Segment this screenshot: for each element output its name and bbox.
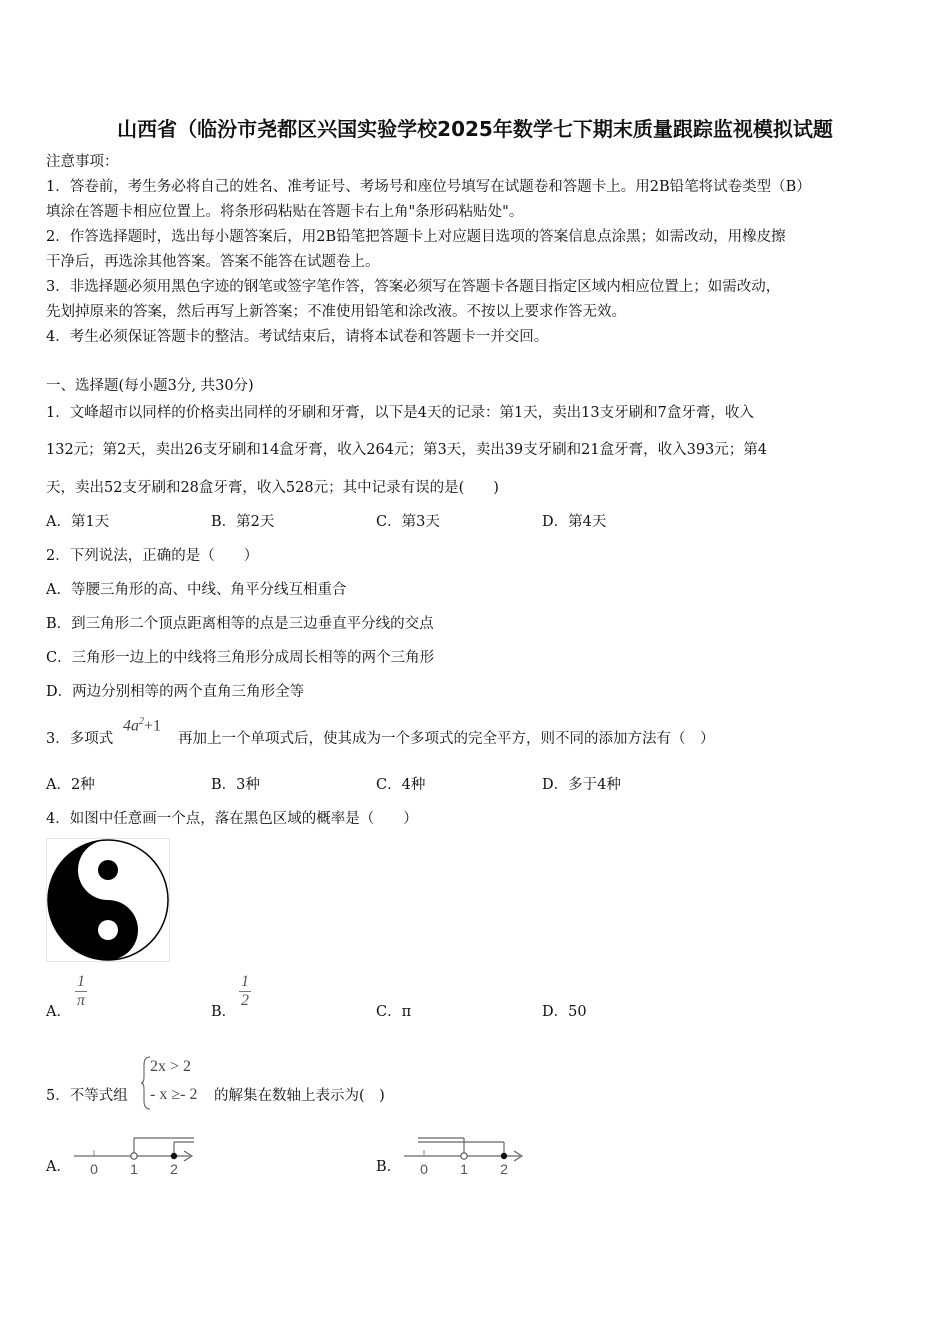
section-heading: 一、选择题(每小题3分, 共30分) [46, 378, 254, 394]
notice-line: 3．非选择题必须用黑色字迹的钢笔或签字笔作答，答案必须写在答题卡各题目指定区域内相应位置上；如需改动， [46, 279, 781, 295]
yin-yang-figure [46, 838, 170, 962]
q2-stem: 2．下列说法，正确的是（ ） [46, 548, 259, 564]
axis-label-2: 2 [500, 1161, 508, 1177]
q4-option-a-label: A． [46, 1004, 71, 1020]
q1-option-c: C．第3天 [376, 514, 440, 530]
axis-label-1: 1 [460, 1161, 468, 1177]
q5-inequality-2: - x ≥- 2 [150, 1086, 198, 1103]
q4-option-a-fraction [75, 973, 87, 1010]
q3-option-a: A．2种 [46, 777, 95, 793]
q4-option-b-label: B． [211, 1004, 237, 1020]
q3-option-b: B．3种 [211, 777, 260, 793]
axis-label-0: 0 [90, 1161, 98, 1177]
q3-option-c: C．4种 [376, 777, 426, 793]
notice-line: 4．考生必须保证答题卡的整洁。考试结束后，请将本试卷和答题卡一并交回。 [46, 329, 549, 345]
axis-label-1: 1 [130, 1161, 138, 1177]
q3-stem-after: 再加上一个单项式后，使其成为一个多项式的完全平方，则不同的添加方法有（ ） [178, 731, 715, 747]
q3-option-d: D．多于4种 [542, 777, 621, 793]
fraction-denominator: π [77, 992, 86, 1009]
q4-option-d: D．50 [542, 1004, 587, 1020]
notice-line: 干净后，再选涂其他答案。答案不能答在试题卷上。 [46, 254, 380, 270]
q2-option-d: D．两边分别相等的两个直角三角形全等 [46, 684, 305, 700]
notice-line: 先划掉原来的答案，然后再写上新答案；不准使用铅笔和涂改液。不按以上要求作答无效。 [46, 304, 626, 320]
axis-label-2: 2 [170, 1161, 178, 1177]
q3-expr-base: 4a [123, 717, 139, 735]
axis-label-0: 0 [420, 1161, 428, 1177]
q1-line: 1．文峰超市以同样的价格卖出同样的牙刷和牙膏，以下是4天的记录：第1天，卖出13支牙刷和7盒牙膏，收入 [46, 405, 754, 421]
q3-expr-exp: 2 [139, 716, 144, 727]
notice-heading: 注意事项： [46, 154, 119, 170]
q3-expr-tail: +1 [144, 717, 162, 735]
q5-option-a-label: A． [46, 1159, 71, 1175]
q5-option-b-label: B． [376, 1159, 402, 1175]
q4-option-c: C．π [376, 1004, 412, 1020]
number-line-a [72, 1132, 198, 1178]
q5-stem-before: 5．不等式组 [46, 1088, 128, 1104]
q1-option-a: A．第1天 [46, 514, 110, 530]
q5-stem-after: 的解集在数轴上表示为( ) [214, 1088, 385, 1104]
fraction-numerator: 1 [241, 973, 249, 990]
q2-option-a: A．等腰三角形的高、中线、角平分线互相重合 [46, 582, 347, 598]
fraction-numerator: 1 [75, 973, 87, 992]
q3-stem-before: 3．多项式 [46, 731, 114, 747]
notice-line: 2．作答选择题时，选出每小题答案后，用2B铅笔把答题卡上对应题目选项的答案信息点涂黑；如需改动，用橡皮擦 [46, 229, 786, 245]
q1-option-d: D．第4天 [542, 514, 607, 530]
q2-option-b: B．到三角形二个顶点距离相等的点是三边垂直平分线的交点 [46, 616, 434, 632]
q4-option-b-fraction [239, 973, 251, 1010]
number-line-b [402, 1132, 528, 1178]
q3-expr [123, 716, 161, 735]
q1-option-b: B．第2天 [211, 514, 275, 530]
fraction-denominator: 2 [241, 992, 249, 1009]
q4-stem: 4．如图中任意画一个点，落在黑色区域的概率是（ ） [46, 811, 418, 827]
q1-line: 天，卖出52支牙刷和28盒牙膏，收入528元；其中记录有误的是( ) [46, 480, 499, 496]
notice-line: 1．答卷前，考生务必将自己的姓名、准考证号、考场号和座位号填写在试题卷和答题卡上。用2B铅笔将试卷类型（B） [46, 179, 811, 195]
notice-line: 填涂在答题卡相应位置上。将条形码粘贴在答题卡右上角"条形码粘贴处"。 [46, 204, 524, 220]
q2-option-c: C．三角形一边上的中线将三角形分成周长相等的两个三角形 [46, 650, 435, 666]
q1-line: 132元；第2天，卖出26支牙刷和14盒牙膏，收入264元；第3天，卖出39支牙刷和21盒牙膏，收入393元；第4 [46, 442, 768, 458]
page-title: 山西省（临汾市尧都区兴国实验学校2025年数学七下期末质量跟踪监视模拟试题 [117, 117, 833, 141]
q5-inequality-1: 2x > 2 [150, 1058, 192, 1075]
